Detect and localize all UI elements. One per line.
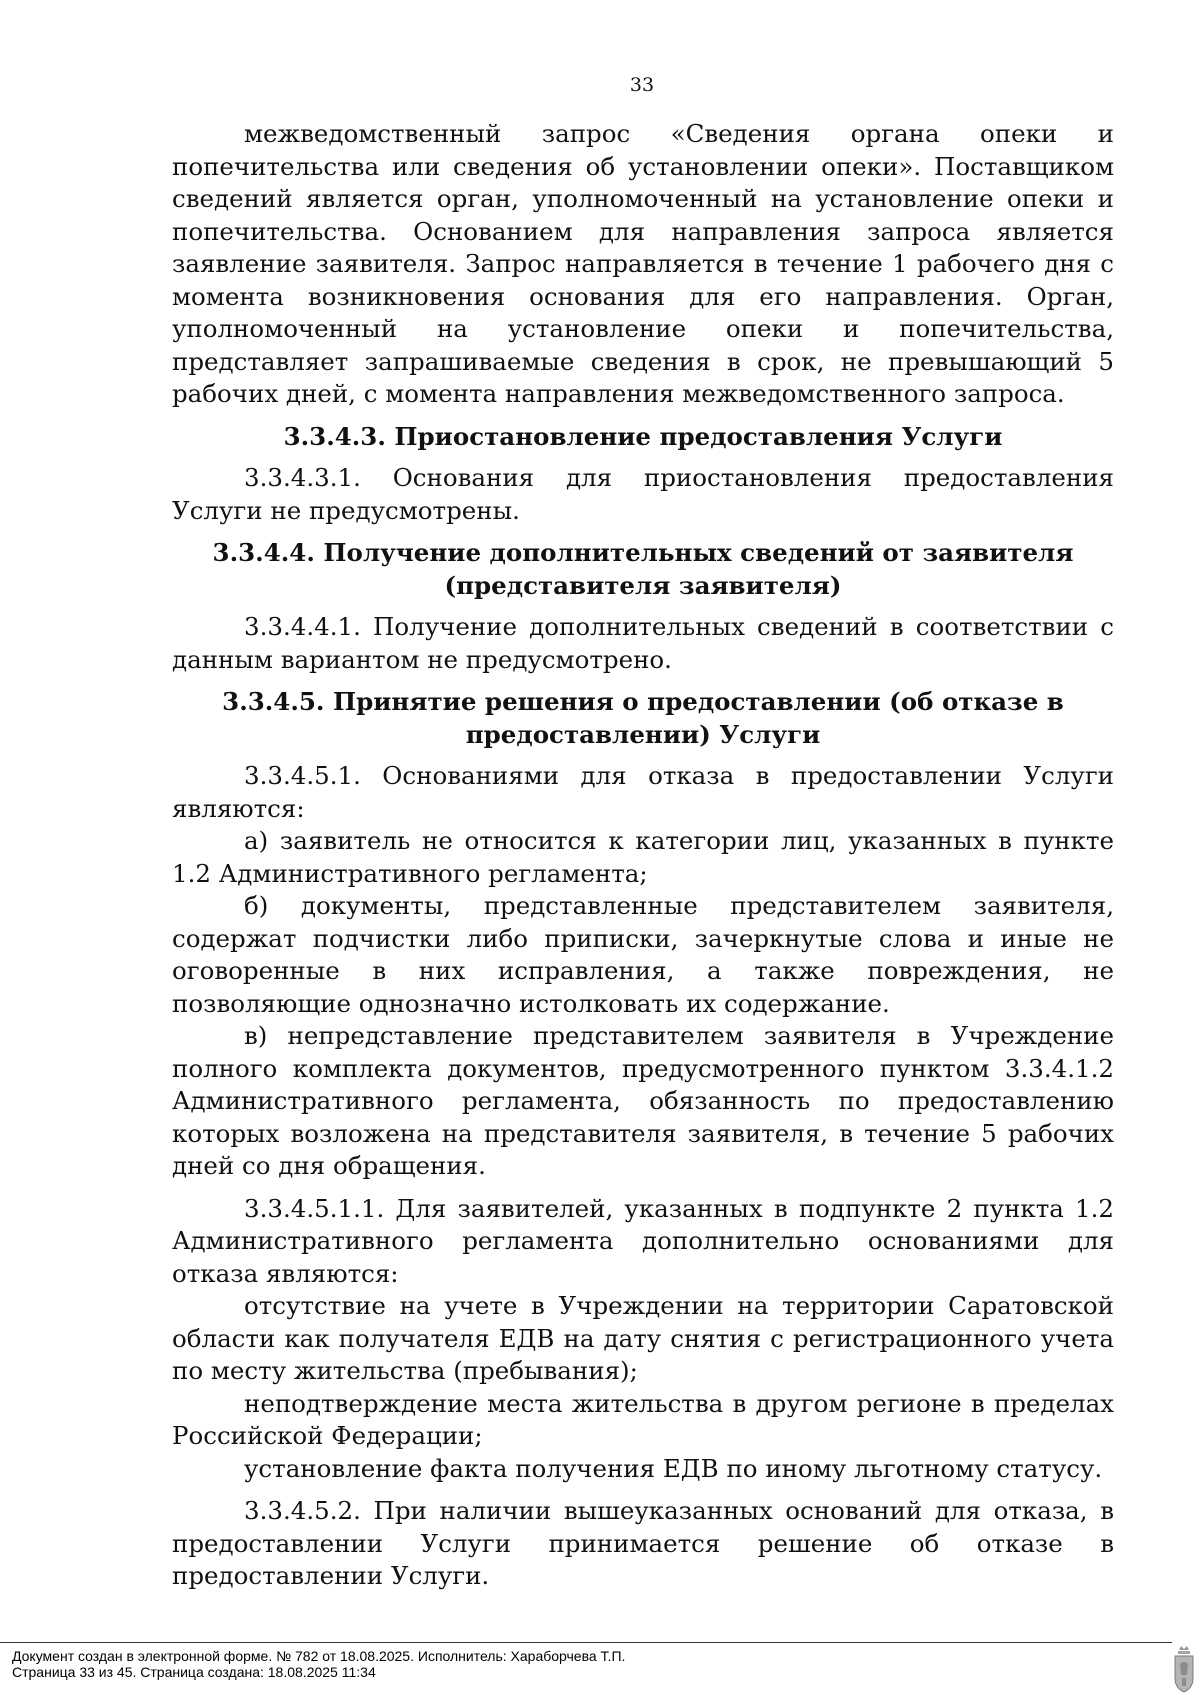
- paragraph-interagency-request: межведомственный запрос «Сведения органа опеки и попечительства или сведения об установлении опеки». Поставщиком сведений является орган, уполномоченный на установление опеки и попечительства. Основанием для направления запроса является заявление заявителя. Запрос направляется в течение 1 рабочего дня с момента возникновения основания для его направления. Орган, уполномоченный на установление опеки и попечительства, представляет запрашиваемые сведения в срок, не превышающий 5 рабочих дней, с момента направления межведомственного запроса.: [172, 119, 1114, 408]
- footer-line-1: Документ создан в электронной форме. № 782 от 18.08.2025. Исполнитель: Хараборчева Т.П.: [12, 1648, 626, 1664]
- heading-3345-line1: 3.3.4.5. Принятие решения о предоставлении (об отказе в: [222, 687, 1064, 716]
- document-footer: [12, 1648, 625, 1680]
- list-item-v: в) непредставление представителем заявителя в Учреждение полного комплекта документов, предусмотренного пунктом 3.3.4.1.2 Административного регламента, обязанность по предоставлению которых возложена на представителя заявителя, в течение 5 рабочих дней со дня обращения.: [172, 1021, 1114, 1180]
- sub-item-3: установление факта получения ЕДВ по иному льготному статусу.: [244, 1453, 1103, 1483]
- sub-item-2: неподтверждение места жительства в другом регионе в пределах Российской Федерации;: [172, 1388, 1114, 1450]
- paragraph-33431: 3.3.4.3.1. Основания для приостановления предоставления Услуги не предусмотрены.: [172, 463, 1114, 525]
- paragraph-33452: 3.3.4.5.2. При наличии вышеуказанных оснований для отказа, в предоставлении Услуги принимается решение об отказе в предоставлении Услуги.: [172, 1496, 1114, 1590]
- paragraph-33441: 3.3.4.4.1. Получение дополнительных сведений в соответствии с данным вариантом не предусмотрено.: [172, 612, 1114, 674]
- footer-line-2: Страница 33 из 45. Страница создана: 18.08.2025 11:34: [12, 1664, 376, 1680]
- document-body: [172, 118, 1114, 1593]
- heading-3343: 3.3.4.3. Приостановление предоставления Услуги: [283, 421, 1003, 451]
- paragraph-334511: 3.3.4.5.1.1. Для заявителей, указанных в подпункте 2 пункта 1.2 Административного регламента дополнительно основаниями для отказа являются:: [172, 1193, 1114, 1288]
- list-item-a: а) заявитель не относится к категории лиц, указанных в пункте 1.2 Административного регламента;: [172, 826, 1114, 888]
- sub-item-1: отсутствие на учете в Учреждении на территории Саратовской области как получателя ЕДВ на дату снятия с регистрационного учета по месту жительства (пребывания);: [172, 1291, 1114, 1385]
- heading-3345-line2: предоставлении) Услуги: [465, 719, 821, 749]
- coat-of-arms-icon: [1172, 1644, 1196, 1696]
- page-number: 33: [629, 74, 655, 96]
- list-item-b: б) документы, представленные представителем заявителя, содержат подчистки либо приписки, зачеркнутые слова и иные не оговоренные в них исправления, а также повреждения, не позволяющие однозначно истолковать их содержание.: [172, 891, 1114, 1018]
- paragraph-33451: 3.3.4.5.1. Основаниями для отказа в предоставлении Услуги являются:: [172, 761, 1114, 823]
- heading-3344-line1: 3.3.4.4. Получение дополнительных сведений от заявителя: [212, 538, 1074, 567]
- heading-3344: [172, 537, 1114, 602]
- heading-3344-line2: (представителя заявителя): [444, 570, 842, 600]
- heading-3345: [172, 686, 1114, 751]
- footer-divider: [0, 1642, 1172, 1643]
